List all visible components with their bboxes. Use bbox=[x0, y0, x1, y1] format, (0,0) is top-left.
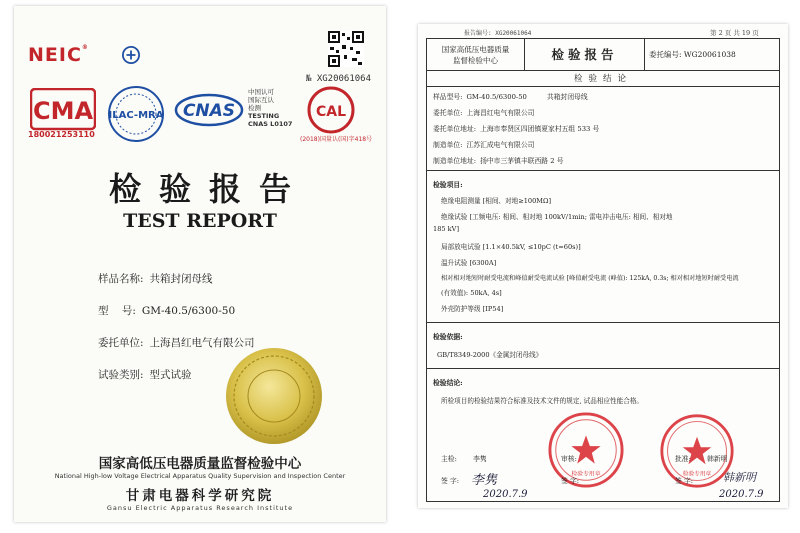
test-item: 外壳防护等级 [IP54] bbox=[441, 305, 504, 313]
sign-date-2: 2020.7.9 bbox=[719, 489, 764, 500]
report-title: 检验报告 bbox=[525, 39, 645, 71]
svg-text:CNAS: CNAS bbox=[182, 101, 236, 121]
cal-number: (2018)国量认(国)字418号 bbox=[300, 136, 373, 143]
test-items-block bbox=[427, 171, 779, 323]
test-items-label: 检验项目: bbox=[433, 181, 463, 189]
cma-logo bbox=[30, 88, 96, 132]
field-client: 委托单位: 上海昌红电气有限公司 bbox=[98, 337, 255, 349]
field-sample-name: 样品名称: 共箱封闭母线 bbox=[98, 273, 213, 285]
conclusion-heading: 检验结论 bbox=[427, 71, 779, 87]
inspector-signature: 李隽 bbox=[471, 473, 498, 488]
info-row: 委托单位: 上海昌红电气有限公司 bbox=[433, 109, 535, 117]
page-indicator: 第 2 页 共 19 页 bbox=[710, 29, 759, 37]
cnas-accreditation-text: 中国认可 国际互认 检测 TESTING CNAS L0107 bbox=[248, 88, 293, 128]
test-item: 局部放电试验 [1.1×40.5kV, ≤10pC (t=60s)] bbox=[441, 243, 581, 251]
test-item: 相对相对地短时耐受电流和峰值耐受电流试验 [峰值耐受电流 (峰值): 125kA, 0.3s; 相对相对地短时耐受电流 bbox=[441, 275, 739, 282]
testing-center-name: 国家高低压电器质量监督检验中心 bbox=[98, 456, 302, 472]
cal-logo bbox=[306, 86, 356, 134]
report-org: 国家高低压电器质量 监督检验中心 bbox=[427, 39, 525, 71]
field-test-category: 试验类别: 型式试验 bbox=[98, 369, 192, 381]
test-basis-standard: GB/T8349-2000《金属封闭母线》 bbox=[437, 351, 543, 359]
svg-text:检验专用章: 检验专用章 bbox=[682, 471, 712, 478]
test-item: (有效值): 50kA, 4s] bbox=[441, 289, 502, 297]
client-number: 委托编号: WG20061038 bbox=[649, 50, 736, 59]
sample-info-block bbox=[427, 87, 779, 171]
field-model: 型 号: GM-40.5/6300-50 bbox=[98, 305, 236, 317]
reviewer-label: 审核: bbox=[561, 455, 577, 463]
svg-text:CMA: CMA bbox=[32, 97, 94, 125]
institute-name: 甘肃电器科学研究院 bbox=[125, 488, 275, 504]
institute-logo-icon bbox=[122, 46, 140, 64]
conclusion-page bbox=[418, 24, 788, 508]
qr-code-icon bbox=[328, 31, 364, 67]
inspection-seal-icon bbox=[547, 411, 625, 489]
svg-text:检验专用章: 检验专用章 bbox=[571, 471, 601, 478]
test-item: 绝缘电阻测量 [相间、对地≥100MΩ] bbox=[441, 197, 552, 205]
cover-page bbox=[14, 6, 386, 522]
conclusion-text: 所检项目的检验结果符合标准及技术文件的规定, 试品相应性能合格。 bbox=[441, 397, 644, 405]
approver-signature-label: 签 字: bbox=[675, 477, 694, 485]
reviewer-signature-label: 签 字: bbox=[561, 477, 580, 485]
test-item: 185 kV] bbox=[433, 225, 460, 233]
testing-center-name-en: National High-low Voltage Electrical Apparatus Quality Supervision and Inspection Center bbox=[54, 472, 346, 480]
info-row: 制造单位: 江苏汇成电气有限公司 bbox=[433, 141, 535, 149]
inspector-signature-label: 签 字: bbox=[441, 477, 460, 485]
conclusion-label: 检验结论: bbox=[433, 379, 463, 387]
ilac-mra-logo bbox=[106, 84, 166, 144]
cnas-logo bbox=[174, 92, 244, 128]
sign-date-1: 2020.7.9 bbox=[483, 489, 528, 500]
gold-seal-icon bbox=[224, 346, 324, 446]
approver-label: 批准: 韩新明 bbox=[675, 455, 728, 463]
svg-text:ILAC-MRA: ILAC-MRA bbox=[108, 110, 164, 121]
test-item: 温升试验 [6300A] bbox=[441, 259, 497, 267]
info-row: 委托单位地址: 上海市奉贤区四团镇夏家村五组 533 号 bbox=[433, 125, 600, 133]
test-basis-label: 检验依据: bbox=[433, 333, 463, 341]
institute-name-en: Gansu Electric Apparatus Research Institute bbox=[106, 504, 294, 512]
neic-logo: NEIC® bbox=[28, 44, 89, 66]
approver-signature: 韩新明 bbox=[723, 471, 756, 484]
report-serial: 报告编号: XG20061064 bbox=[464, 30, 532, 37]
info-row: 制造单位地址: 扬中市三茅镇丰联西路 2 号 bbox=[433, 157, 564, 165]
cover-title-english: TEST REPORT bbox=[123, 210, 277, 232]
certificate-number: № XG20061064 bbox=[306, 74, 372, 84]
svg-text:CAL: CAL bbox=[315, 104, 347, 120]
cover-title-chinese: 检验报告 bbox=[108, 170, 309, 208]
test-item: 绝缘试验 [工频电压: 相间、相对地 100kV/1min; 雷电冲击电压: 相间、相对地 bbox=[441, 213, 673, 221]
cma-number: 180021253110 bbox=[28, 130, 95, 139]
conclusion-block bbox=[427, 369, 779, 503]
report-frame bbox=[426, 38, 780, 502]
test-basis-block bbox=[427, 323, 779, 369]
report-header bbox=[427, 39, 779, 71]
info-row: 样品型号: GM-40.5/6300-50 共箱封闭母线 bbox=[433, 93, 588, 101]
inspector-label: 主检: 李隽 bbox=[441, 455, 487, 463]
